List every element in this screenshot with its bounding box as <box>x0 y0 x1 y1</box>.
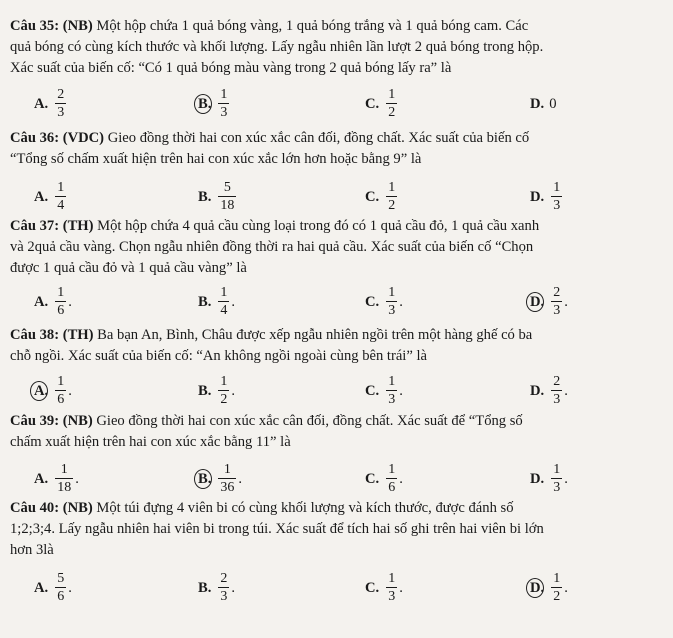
fraction-numerator: 1 <box>223 462 231 477</box>
fraction <box>218 463 236 495</box>
question-label: Câu 37: (TH) <box>10 218 94 234</box>
option-punctuation: . <box>564 579 568 596</box>
option-letter: A. <box>34 579 49 596</box>
question-text: chỗ ngồi. Xác suất của biến cố: “An không ngồi ngoài cùng bên trái” là <box>10 348 428 364</box>
fraction-denominator: 3 <box>553 303 561 318</box>
fraction <box>55 88 66 120</box>
fraction-numerator: 1 <box>388 374 396 389</box>
fraction-numerator: 1 <box>220 87 228 102</box>
option-letter: C. <box>365 579 380 596</box>
fraction-denominator: 3 <box>553 198 561 213</box>
question-text-line <box>10 258 665 279</box>
question-text-line <box>10 149 665 170</box>
answer-option-c[interactable] <box>365 177 399 217</box>
question-text: hơn 3là <box>10 542 54 558</box>
option-letter: C. <box>365 470 380 487</box>
question-label: Câu 38: (TH) <box>10 327 94 343</box>
question-text-line <box>10 411 665 432</box>
question-36 <box>10 128 665 170</box>
option-punctuation: . <box>75 470 79 487</box>
fraction <box>551 572 562 604</box>
option-letter: D. <box>530 293 545 310</box>
option-letter: B. <box>198 579 212 596</box>
option-punctuation: . <box>68 382 72 399</box>
answer-option-a[interactable] <box>34 371 72 411</box>
fraction-denominator: 3 <box>388 392 396 407</box>
option-letter: C. <box>365 382 380 399</box>
fraction-numerator: 1 <box>57 285 65 300</box>
fraction-denominator: 3 <box>553 392 561 407</box>
question-text: Xác suất của biến cố: “Có 1 quả bóng màu vàng trong 2 quả bóng lấy ra” là <box>10 60 452 76</box>
fraction-denominator: 4 <box>57 198 65 213</box>
fraction-numerator: 1 <box>553 571 561 586</box>
fraction-denominator: 2 <box>553 589 561 604</box>
fraction-denominator: 18 <box>57 480 72 495</box>
option-punctuation: . <box>399 293 403 310</box>
answer-options <box>0 568 673 608</box>
fraction <box>218 181 236 213</box>
fraction-denominator: 6 <box>388 480 396 495</box>
fraction <box>386 88 397 120</box>
question-text-line <box>10 519 665 540</box>
answer-options <box>0 459 673 499</box>
fraction-numerator: 1 <box>388 285 396 300</box>
question-text: Một hộp chứa 1 quả bóng vàng, 1 quả bóng trắng và 1 quả bóng cam. Các <box>92 18 529 34</box>
fraction-numerator: 5 <box>223 180 231 195</box>
answer-option-c[interactable] <box>365 84 399 124</box>
answer-option-b[interactable] <box>198 282 235 322</box>
fraction-numerator: 2 <box>220 571 228 586</box>
fraction <box>551 286 562 318</box>
option-letter: B. <box>198 95 212 112</box>
option-punctuation: . <box>231 293 236 310</box>
fraction <box>55 463 73 495</box>
fraction-denominator: 4 <box>220 303 228 318</box>
fraction-numerator: 2 <box>57 87 65 102</box>
option-punctuation: . <box>238 470 243 487</box>
question-text-line <box>10 540 665 561</box>
fraction <box>386 463 397 495</box>
fraction-denominator: 3 <box>388 589 396 604</box>
fraction <box>55 286 66 318</box>
answer-option-b[interactable] <box>198 459 242 499</box>
fraction <box>386 572 397 604</box>
question-label: Câu 39: (NB) <box>10 413 93 429</box>
fraction-numerator: 1 <box>220 374 228 389</box>
fraction-numerator: 5 <box>57 571 65 586</box>
question-text-line <box>10 128 665 149</box>
option-letter: C. <box>365 293 380 310</box>
fraction-denominator: 6 <box>57 589 65 604</box>
fraction-numerator: 1 <box>220 285 228 300</box>
answer-option-b[interactable] <box>198 371 235 411</box>
question-text-line <box>10 237 665 258</box>
question-label: Câu 40: (NB) <box>10 500 93 516</box>
fraction <box>551 463 562 495</box>
answer-option-b[interactable] <box>198 568 235 608</box>
fraction <box>55 572 66 604</box>
option-letter: A. <box>34 470 49 487</box>
option-punctuation: . <box>399 470 403 487</box>
answer-option-c[interactable] <box>365 459 403 499</box>
option-letter: B. <box>198 188 212 205</box>
fraction <box>551 181 562 213</box>
option-letter: B. <box>198 293 212 310</box>
option-punctuation: . <box>231 579 236 596</box>
option-value: 0 <box>549 95 557 112</box>
answer-option-d[interactable] <box>530 177 564 217</box>
fraction <box>386 181 397 213</box>
question-text-line <box>10 498 665 519</box>
fraction <box>386 375 397 407</box>
fraction <box>218 88 229 120</box>
question-text: quả bóng có cùng kích thước và khối lượng. Lấy ngẫu nhiên lần lượt 2 quả bóng trong hộp. <box>10 39 544 55</box>
answer-option-d[interactable] <box>530 371 568 411</box>
fraction-denominator: 6 <box>57 303 65 318</box>
fraction-denominator: 3 <box>388 303 396 318</box>
fraction-numerator: 1 <box>57 374 65 389</box>
question-text-line <box>10 216 665 237</box>
option-letter: D. <box>530 382 545 399</box>
option-letter: A. <box>34 293 49 310</box>
fraction-denominator: 2 <box>220 392 228 407</box>
question-text: 1;2;3;4. Lấy ngẫu nhiên hai viên bi trong túi. Xác suất để tích hai số ghi trên hai viên bi lớn <box>10 521 544 537</box>
question-text: được 1 quả cầu đỏ và 1 quả cầu vàng” là <box>10 260 247 276</box>
option-letter: D. <box>530 95 545 112</box>
fraction-numerator: 1 <box>553 180 561 195</box>
answer-option-d[interactable] <box>530 568 568 608</box>
fraction-numerator: 1 <box>57 180 65 195</box>
question-text: Một hộp chứa 4 quả cầu cùng loại trong đó có 1 quả cầu đỏ, 1 quả cầu xanh <box>93 218 540 234</box>
fraction-denominator: 3 <box>220 105 228 120</box>
option-letter: B. <box>198 470 212 487</box>
fraction <box>551 375 562 407</box>
question-40 <box>10 498 665 561</box>
answer-option-a[interactable] <box>34 84 68 124</box>
fraction <box>55 181 66 213</box>
option-letter: C. <box>365 95 380 112</box>
fraction-numerator: 2 <box>553 285 561 300</box>
answer-option-b[interactable] <box>198 84 231 124</box>
option-punctuation: . <box>68 579 72 596</box>
option-letter: C. <box>365 188 380 205</box>
fraction <box>386 286 397 318</box>
question-text-line <box>10 58 665 79</box>
question-37 <box>10 216 665 279</box>
question-35 <box>10 16 665 79</box>
fraction-numerator: 1 <box>388 87 396 102</box>
fraction-denominator: 3 <box>553 480 561 495</box>
answer-option-b[interactable] <box>198 177 238 217</box>
fraction <box>218 286 229 318</box>
option-punctuation: . <box>68 293 72 310</box>
option-letter: D. <box>530 470 545 487</box>
question-text-line <box>10 346 665 367</box>
option-letter: A. <box>34 95 49 112</box>
answer-option-a[interactable] <box>34 282 72 322</box>
option-punctuation: . <box>564 293 568 310</box>
question-39 <box>10 411 665 453</box>
question-text: Ba bạn An, Bình, Châu được xếp ngẫu nhiên ngồi trên một hàng ghế có ba <box>93 327 533 343</box>
fraction-numerator: 1 <box>553 462 561 477</box>
fraction-numerator: 1 <box>388 462 396 477</box>
question-label: Câu 35: (NB) <box>10 18 93 34</box>
answer-option-a[interactable] <box>34 459 79 499</box>
option-punctuation: . <box>564 470 568 487</box>
answer-option-d[interactable] <box>530 282 568 322</box>
option-punctuation: . <box>231 382 236 399</box>
fraction-denominator: 2 <box>388 105 396 120</box>
fraction-denominator: 3 <box>57 105 65 120</box>
question-38 <box>10 325 665 367</box>
fraction-denominator: 6 <box>57 392 65 407</box>
fraction-numerator: 1 <box>60 462 68 477</box>
answer-option-c[interactable] <box>365 282 403 322</box>
fraction-denominator: 3 <box>220 589 228 604</box>
question-text-line <box>10 37 665 58</box>
option-letter: A. <box>34 382 49 399</box>
answer-option-a[interactable] <box>34 177 68 217</box>
option-punctuation: . <box>399 579 403 596</box>
option-letter: D. <box>530 188 545 205</box>
answer-option-d[interactable] <box>530 84 557 124</box>
fraction-denominator: 2 <box>388 198 396 213</box>
answer-options <box>0 282 673 322</box>
answer-options <box>0 177 673 217</box>
fraction-numerator: 1 <box>388 571 396 586</box>
question-text: “Tổng số chấm xuất hiện trên hai con xúc xắc lớn hơn hoặc bằng 9” là <box>10 151 422 167</box>
answer-option-a[interactable] <box>34 568 72 608</box>
fraction-numerator: 1 <box>388 180 396 195</box>
question-text-line <box>10 16 665 37</box>
question-text-line <box>10 432 665 453</box>
question-text-line <box>10 325 665 346</box>
fraction-denominator: 36 <box>220 480 235 495</box>
fraction-numerator: 2 <box>553 374 561 389</box>
question-text: Một túi đựng 4 viên bi có cùng khối lượng và kích thước, được đánh số <box>92 500 514 516</box>
fraction <box>218 572 229 604</box>
question-text: và 2quả cầu vàng. Chọn ngẫu nhiên đồng thời ra hai quả cầu. Xác suất của biến cố “Chọn <box>10 239 534 255</box>
answer-option-d[interactable] <box>530 459 568 499</box>
question-text: Gieo đồng thời hai con xúc xắc cân đối, đồng chất. Xác suất của biến cố <box>104 130 530 146</box>
option-letter: D. <box>530 579 545 596</box>
option-punctuation: . <box>399 382 403 399</box>
fraction <box>218 375 229 407</box>
fraction <box>55 375 66 407</box>
option-letter: B. <box>198 382 212 399</box>
fraction-denominator: 18 <box>220 198 235 213</box>
answer-option-c[interactable] <box>365 568 403 608</box>
question-text: Gieo đồng thời hai con xúc xắc cân đối, đồng chất. Xác suất để “Tổng số <box>92 413 523 429</box>
option-letter: A. <box>34 188 49 205</box>
answer-option-c[interactable] <box>365 371 403 411</box>
question-text: chấm xuất hiện trên hai con xúc xắc bằng 11” là <box>10 434 291 450</box>
question-label: Câu 36: (VDC) <box>10 130 105 146</box>
answer-options <box>0 84 673 124</box>
option-punctuation: . <box>564 382 568 399</box>
answer-options <box>0 371 673 411</box>
